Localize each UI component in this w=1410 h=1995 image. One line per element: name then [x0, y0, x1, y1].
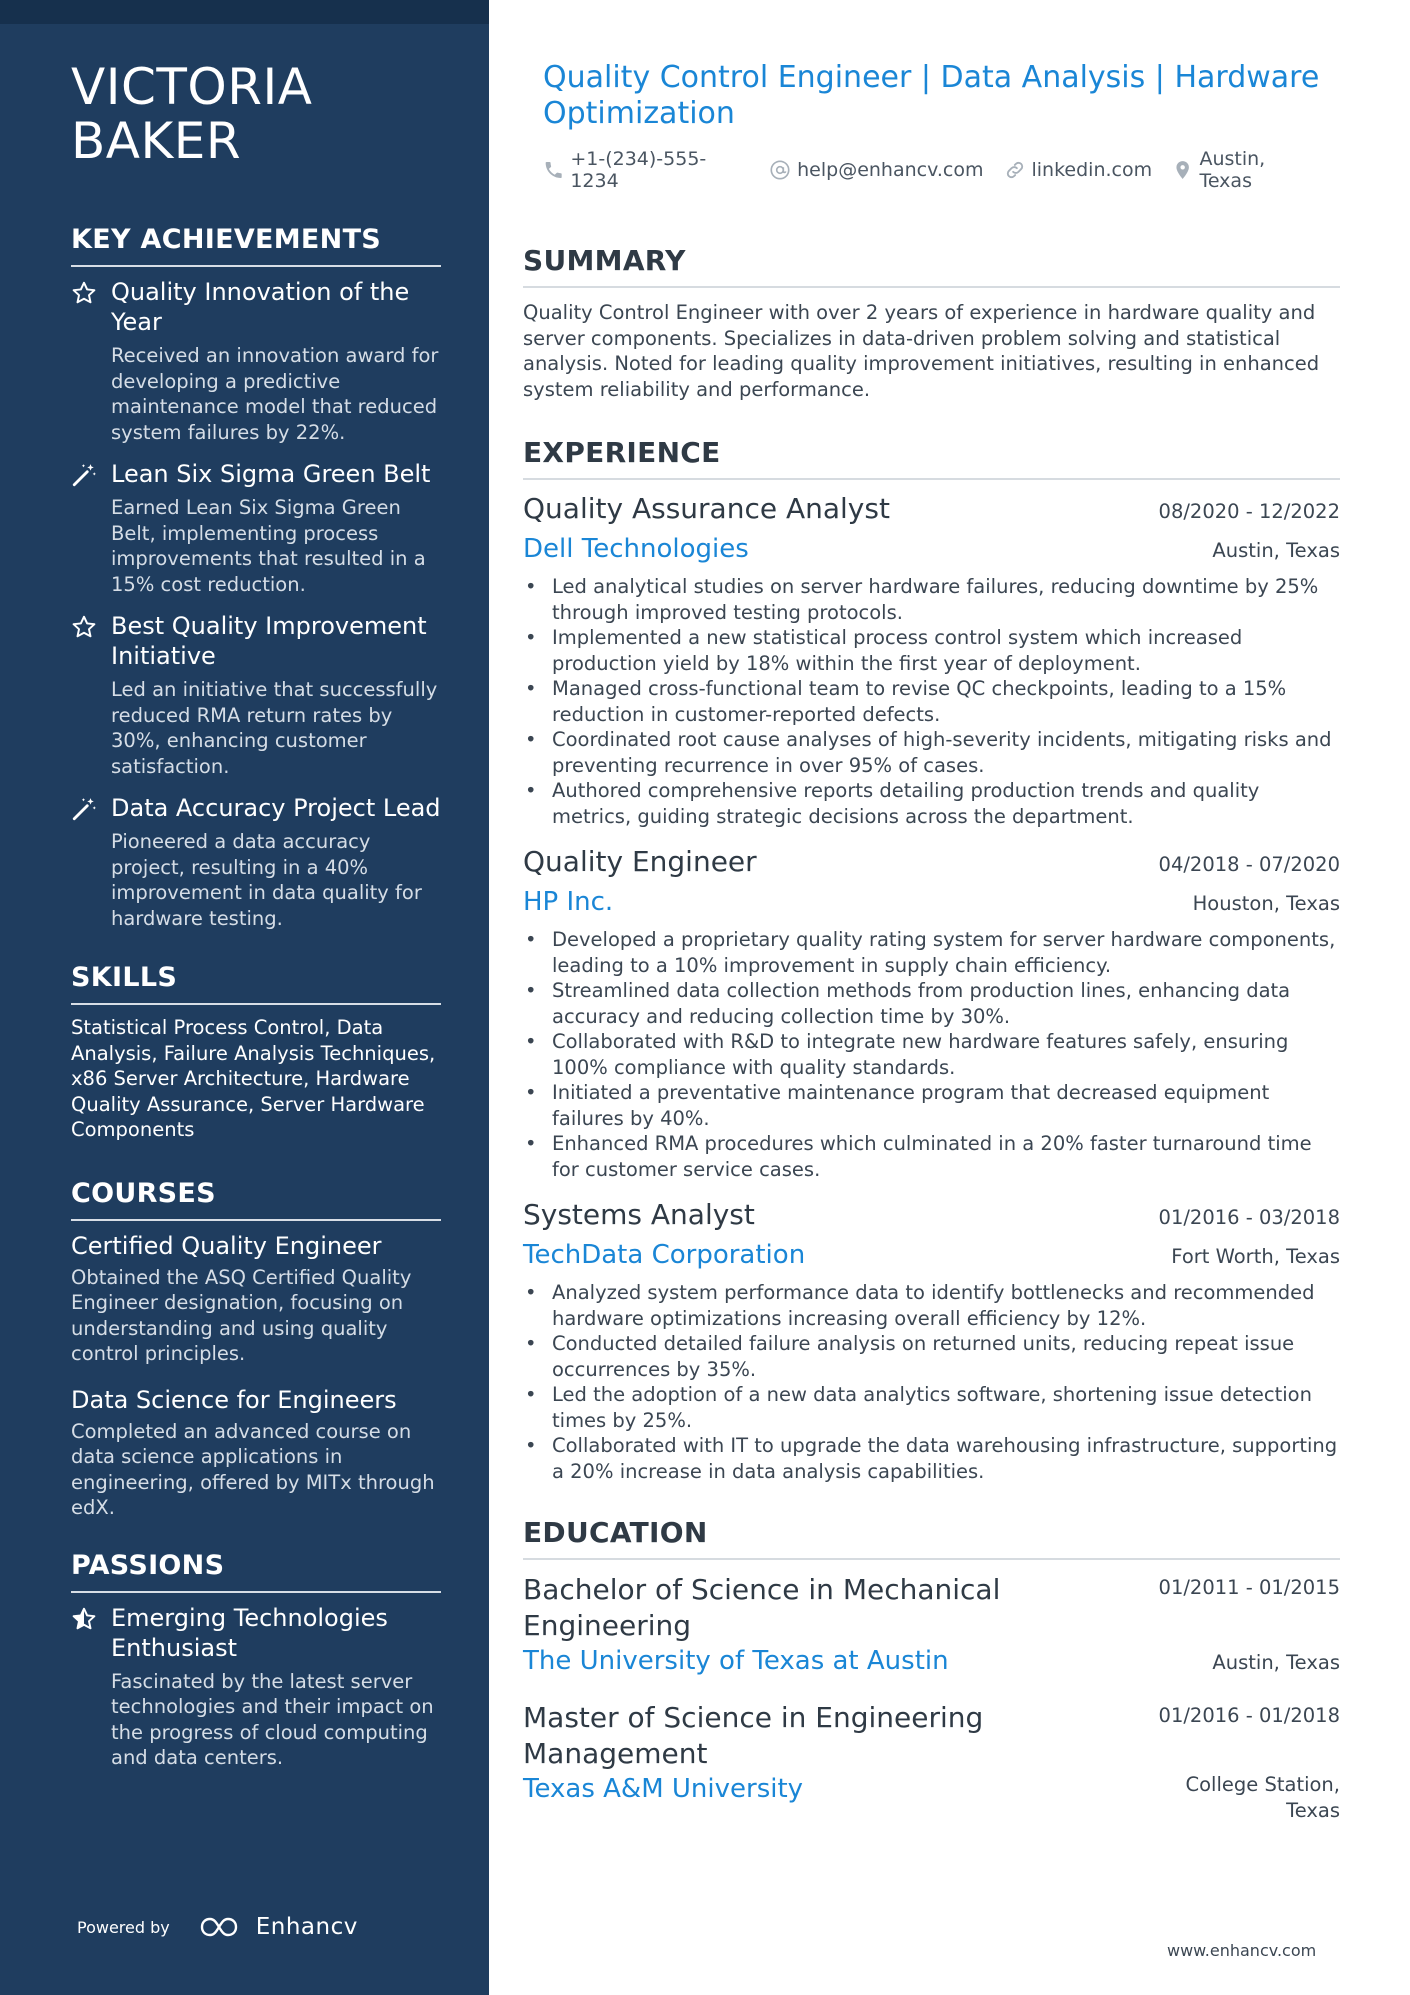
- star-icon: [71, 280, 97, 306]
- degree-title: Bachelor of Science in Mechanical Engineering: [523, 1573, 1001, 1642]
- link-icon: [1004, 159, 1026, 181]
- course-description: Completed an advanced course on data science applications in engineering, offered by MITx through edX.: [71, 1419, 435, 1519]
- company-name: HP Inc.: [523, 887, 614, 917]
- achievement-title: Data Accuracy Project Lead: [111, 794, 441, 822]
- job-bullet: • Initiated a preventative maintenance program that decreased equipment failures by 40%.: [523, 1080, 1340, 1131]
- job-bullets: [523, 927, 1340, 1182]
- job-entry: [523, 845, 1340, 1182]
- contact-phone: [543, 148, 749, 192]
- company-name: TechData Corporation: [523, 1240, 806, 1270]
- brand-name: Enhancv: [255, 1914, 358, 1940]
- education-section: [523, 1516, 1340, 1823]
- education-heading: EDUCATION: [523, 1516, 1340, 1560]
- experience-section: [523, 436, 1340, 1484]
- job-bullet: • Developed a proprietary quality rating system for server hardware components, leading to a 10% improvement in supply chain efficiency.: [523, 927, 1340, 978]
- job-bullets: [523, 1280, 1340, 1484]
- achievement-description: Received an innovation award for developing a predictive maintenance model that reduced system failures by 22%.: [111, 344, 439, 444]
- sidebar-top-bar: [0, 0, 489, 24]
- phone-icon: [543, 159, 564, 181]
- summary-section: [523, 244, 1340, 402]
- job-bullets: [523, 574, 1340, 829]
- sidebar: [0, 0, 489, 1995]
- first-name: VICTORIA: [71, 58, 313, 116]
- achievement-title: Lean Six Sigma Green Belt: [111, 460, 431, 488]
- contact-bar: [523, 148, 1340, 192]
- achievement-item: [71, 277, 441, 445]
- headline: Quality Control Engineer | Data Analysis | Hardware Optimization: [543, 60, 1320, 131]
- school-name: Texas A&M University: [523, 1774, 804, 1804]
- achievement-title: Quality Innovation of the Year: [111, 278, 410, 336]
- job-title: Quality Assurance Analyst: [523, 492, 890, 525]
- job-bullet: • Led analytical studies on server hardware failures, reducing downtime by 25% through improved testing protocols.: [523, 574, 1340, 625]
- location-text: Austin, Texas: [1199, 148, 1266, 192]
- magic-wand-icon: [71, 796, 97, 822]
- passions-heading: PASSIONS: [71, 1549, 441, 1593]
- course-description: Obtained the ASQ Certified Quality Engineer designation, focusing on understanding and using quality control principles.: [71, 1265, 412, 1365]
- job-dates: 08/2020 - 12/2022: [1158, 500, 1340, 523]
- phone-text: +1-(234)-555-1234: [570, 148, 707, 192]
- skills-list: Statistical Process Control, Data Analysis, Failure Analysis Techniques, x86 Server Architecture, Hardware Quality Assurance, Server Hardware Components: [71, 1016, 436, 1141]
- last-name: BAKER: [71, 112, 242, 170]
- skills-section: [71, 961, 441, 1143]
- achievement-description: Earned Lean Six Sigma Green Belt, implementing process improvements that resulted in a 15% cost reduction.: [111, 496, 426, 596]
- achievements-heading: KEY ACHIEVEMENTS: [71, 223, 441, 267]
- education-entry: [523, 1700, 1340, 1823]
- main-content: [523, 60, 1340, 1845]
- location-pin-icon: [1172, 159, 1193, 181]
- passions-section: [71, 1549, 441, 1771]
- education-location: Austin, Texas: [1212, 1651, 1340, 1674]
- job-bullet: • Led the adoption of a new data analytics software, shortening issue detection times by 25%.: [523, 1382, 1340, 1433]
- achievement-title: Best Quality Improvement Initiative: [111, 612, 427, 670]
- job-bullet: • Implemented a new statistical process control system which increased production yield by 18% within the first year of deployment.: [523, 625, 1340, 676]
- contact-link[interactable]: [1004, 159, 1153, 181]
- contact-email[interactable]: [769, 159, 983, 181]
- course-title: Data Science for Engineers: [71, 1385, 397, 1414]
- job-bullet: • Collaborated with IT to upgrade the data warehousing infrastructure, supporting a 20% increase in data analysis capabilities.: [523, 1433, 1340, 1484]
- course-item: [71, 1231, 441, 1367]
- education-entry: [523, 1572, 1340, 1678]
- job-title: Systems Analyst: [523, 1198, 755, 1231]
- job-entry: [523, 492, 1340, 829]
- passion-item: [71, 1603, 441, 1771]
- course-title: Certified Quality Engineer: [71, 1231, 382, 1260]
- job-bullet: • Enhanced RMA procedures which culminated in a 20% faster turnaround time for customer service cases.: [523, 1131, 1340, 1182]
- school-name: The University of Texas at Austin: [523, 1646, 949, 1676]
- experience-heading: EXPERIENCE: [523, 436, 1340, 480]
- job-bullet: • Authored comprehensive reports detailing production trends and quality metrics, guiding strategic decisions across the department.: [523, 778, 1340, 829]
- job-location: Austin, Texas: [1212, 539, 1340, 562]
- powered-by: [77, 1914, 358, 1940]
- link-text: linkedin.com: [1031, 159, 1153, 181]
- education-location: College Station, Texas: [1185, 1773, 1340, 1822]
- degree-title: Master of Science in Engineering Management: [523, 1701, 984, 1770]
- job-bullet: • Collaborated with R&D to integrate new hardware features safely, ensuring 100% compliance with quality standards.: [523, 1029, 1340, 1080]
- achievement-item: [71, 459, 441, 597]
- company-name: Dell Technologies: [523, 534, 749, 564]
- job-bullet: • Coordinated root cause analyses of high-severity incidents, mitigating risks and preventing recurrence in over 95% of cases.: [523, 727, 1340, 778]
- achievement-description: Pioneered a data accuracy project, resulting in a 40% improvement in data quality for hardware testing.: [111, 830, 422, 930]
- job-bullet: • Streamlined data collection methods from production lines, enhancing data accuracy and reducing collection time by 30%.: [523, 978, 1340, 1029]
- education-dates: 01/2016 - 01/2018: [1158, 1704, 1340, 1727]
- half-star-icon: [71, 1606, 97, 1632]
- email-text: help@enhancv.com: [797, 159, 984, 181]
- passion-description: Fascinated by the latest server technologies and their impact on the progress of cloud computing and data centers.: [111, 1669, 434, 1769]
- job-location: Fort Worth, Texas: [1171, 1245, 1340, 1268]
- footer-website[interactable]: www.enhancv.com: [1167, 1941, 1317, 1960]
- job-bullet: • Conducted detailed failure analysis on returned units, reducing repeat issue occurrences by 35%.: [523, 1331, 1340, 1382]
- enhancv-logo-icon: [198, 1915, 244, 1939]
- courses-section: [71, 1177, 441, 1521]
- skills-heading: SKILLS: [71, 961, 441, 1005]
- star-icon: [71, 614, 97, 640]
- job-bullet: • Managed cross-functional team to revise QC checkpoints, leading to a 15% reduction in customer-reported defects.: [523, 676, 1340, 727]
- job-bullet: • Analyzed system performance data to identify bottlenecks and recommended hardware optimizations increasing overall efficiency by 12%.: [523, 1280, 1340, 1331]
- job-entry: [523, 1198, 1340, 1484]
- job-dates: 04/2018 - 07/2020: [1158, 853, 1340, 876]
- achievement-description: Led an initiative that successfully reduced RMA return rates by 30%, enhancing customer satisfaction.: [111, 678, 438, 778]
- magic-wand-icon: [71, 462, 97, 488]
- education-dates: 01/2011 - 01/2015: [1158, 1576, 1340, 1599]
- passion-title: Emerging Technologies Enthusiast: [111, 1603, 388, 1662]
- job-title: Quality Engineer: [523, 845, 757, 878]
- achievement-item: [71, 611, 441, 779]
- summary-heading: SUMMARY: [523, 244, 1340, 288]
- summary-text: Quality Control Engineer with over 2 years of experience in hardware quality and server components. Specializes in data-driven problem solving and statistical analysis. Noted for leading quality improvement initiatives, resulting in enhanced system reliability and performance.: [523, 301, 1320, 401]
- courses-heading: COURSES: [71, 1177, 441, 1221]
- powered-by-label: Powered by: [77, 1917, 170, 1937]
- job-location: Houston, Texas: [1192, 892, 1340, 915]
- achievement-item: [71, 793, 441, 931]
- job-dates: 01/2016 - 03/2018: [1158, 1206, 1340, 1229]
- course-item: [71, 1385, 441, 1521]
- at-sign-icon: [769, 159, 791, 181]
- achievements-section: [71, 223, 441, 931]
- contact-location: [1172, 148, 1320, 192]
- candidate-name: [71, 60, 441, 168]
